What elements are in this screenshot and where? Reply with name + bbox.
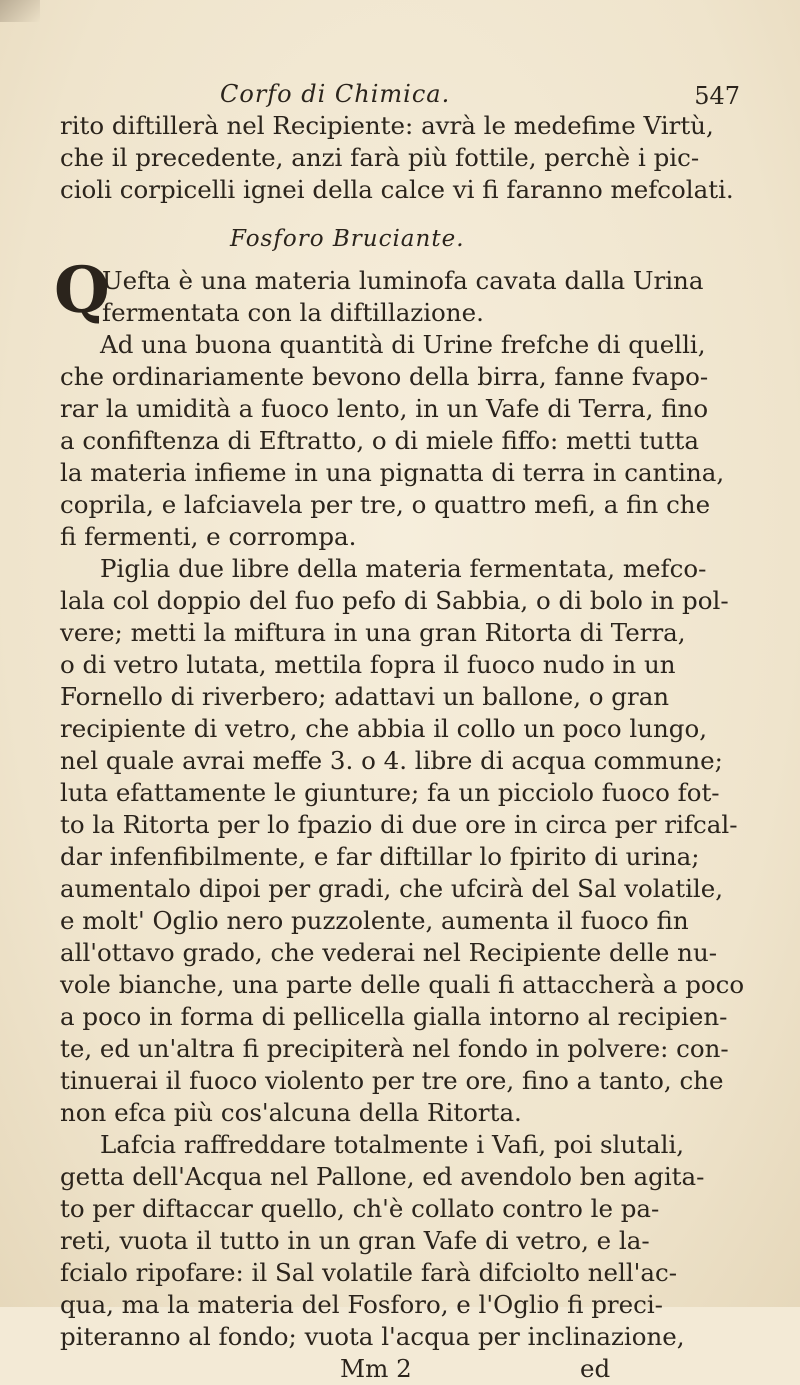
text-line: te, ed un'altra fi precipiterà nel fondo in polvere: con-: [60, 1034, 729, 1063]
text-line: o di vetro lutata, mettila fopra il fuoco nudo in un: [60, 650, 676, 679]
text-line: lala col doppio del fuo pefo di Sabbia, o di bolo in pol-: [60, 586, 729, 615]
text-line: coprila, e lafciavela per tre, o quattro mefi, a fin che: [60, 490, 711, 519]
text-line: nel quale avrai meffe 3. o 4. libre di acqua commune;: [60, 746, 723, 775]
opening-lines: [60, 265, 750, 329]
text-line: to per diftaccar quello, ch'è collato contro le pa-: [60, 1194, 660, 1223]
text-line: rar la umidità a fuoco lento, in un Vafe di Terra, fino: [60, 394, 709, 423]
top-lines: [60, 110, 750, 206]
catchword: ed: [580, 1354, 611, 1383]
text-line: recipiente di vetro, che abbia il collo un poco lungo,: [60, 714, 708, 743]
text-line: Ad una buona quantità di Urine frefche di quelli,: [100, 330, 706, 359]
text-line: vole bianche, una parte delle quali fi attaccherà a poco: [60, 970, 745, 999]
text-line: e molt' Oglio nero puzzolente, aumenta il fuoco fin: [60, 906, 689, 935]
running-title: Corfo di Chimica.: [220, 80, 451, 108]
text-line: Uefta è una materia luminofa cavata dalla Urina: [102, 266, 704, 295]
page-number: 547: [694, 82, 740, 110]
text-line: non efca più cos'alcuna della Ritorta.: [60, 1098, 522, 1127]
text-line: fcialo ripofare: il Sal volatile farà difciolto nell'ac-: [60, 1258, 678, 1287]
text-line: cioli corpicelli ignei della calce vi fi faranno mefcolati.: [60, 175, 734, 204]
text-line: to la Ritorta per lo fpazio di due ore in circa per rifcal-: [60, 810, 738, 839]
text-line: dar infenfibilmente, e far diftillar lo fpirito di urina;: [60, 842, 700, 871]
text-line: che ordinariamente bevono della birra, fanne fvapo-: [60, 362, 709, 391]
text-line: a poco in forma di pellicella gialla intorno al recipien-: [60, 1002, 728, 1031]
drop-initial: Q: [54, 253, 110, 328]
page-footer: [60, 1353, 750, 1385]
text-line: fi fermenti, e corrompa.: [60, 522, 357, 551]
text-line: aumentalo dipoi per gradi, che ufcirà del Sal volatile,: [60, 874, 724, 903]
text-line: getta dell'Acqua nel Pallone, ed avendolo ben agita-: [60, 1162, 705, 1191]
text-line: a confiftenza di Eftratto, o di miele fiffo: metti tutta: [60, 426, 699, 455]
text-line: Piglia due libre della materia fermentata, mefco-: [100, 554, 707, 583]
section-title: Fosforo Bruciante.: [230, 226, 465, 252]
signature-mark: Mm 2: [340, 1354, 412, 1383]
text-line: all'ottavo grado, che vederai nel Recipiente delle nu-: [60, 938, 718, 967]
text-line: rito diftillerà nel Recipiente: avrà le medefime Virtù,: [60, 111, 714, 140]
corner-stain: [0, 0, 40, 22]
text-line: Lafcia raffreddare totalmente i Vafi, poi slutali,: [100, 1130, 685, 1159]
text-line: fermentata con la diftillazione.: [102, 298, 484, 327]
text-line: che il precedente, anzi farà più fottile, perchè i pic-: [60, 143, 700, 172]
text-line: tinuerai il fuoco violento per tre ore, fino a tanto, che: [60, 1066, 724, 1095]
text-line: reti, vuota il tutto in un gran Vafe di vetro, e la-: [60, 1226, 650, 1255]
text-line: luta efattamente le giunture; fa un picciolo fuoco fot-: [60, 778, 720, 807]
text-line: la materia infieme in una pignatta di terra in cantina,: [60, 458, 725, 487]
text-line: piteranno al fondo; vuota l'acqua per inclinazione,: [60, 1322, 685, 1351]
body-text: [54, 253, 750, 1385]
text-line: vere; metti la miftura in una gran Ritorta di Terra,: [60, 618, 686, 647]
text-line: qua, ma la materia del Fosforo, e l'Oglio fi preci-: [60, 1290, 663, 1319]
text-line: Fornello di riverbero; adattavi un ballone, o gran: [60, 682, 670, 711]
